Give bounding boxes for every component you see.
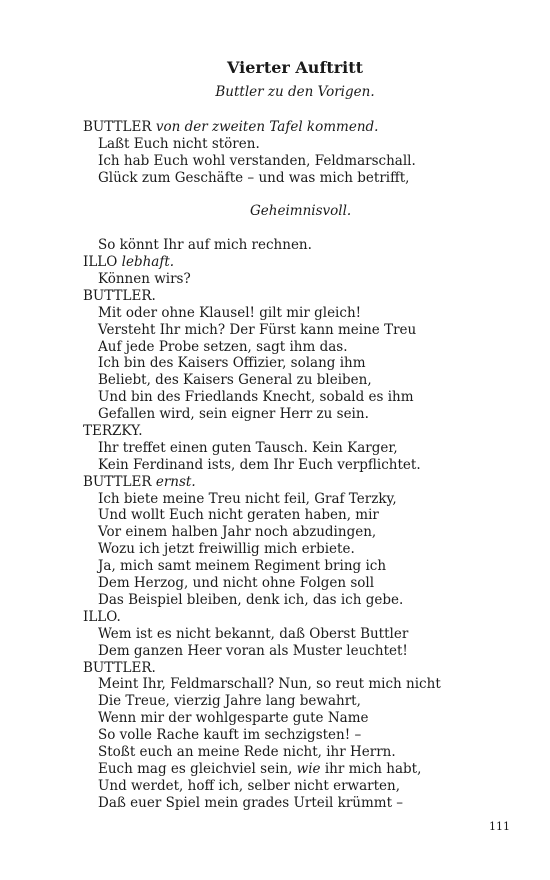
verse-line: So volle Rache kauft im sechzigsten! –: [98, 727, 362, 744]
verse-line: Gefallen wird, sein eigner Herr zu sein.: [98, 406, 369, 423]
verse-line: Beliebt, des Kaisers General zu bleiben,: [98, 372, 372, 389]
speaker-name: BUTTLER.: [83, 287, 156, 304]
verse-line: Und bin des Friedlands Knecht, sobald es ihm: [98, 389, 414, 406]
verse-line: Ja, mich samt meinem Regiment bring ich: [98, 558, 387, 575]
verse-line: [83, 761, 523, 778]
verse-line: Auf jede Probe setzen, sagt ihm das.: [98, 338, 348, 355]
speaker-name: ILLO.: [83, 608, 121, 625]
verse-line: Ihr treffet einen guten Tausch. Kein Karger,: [98, 439, 398, 456]
verse-line: Mit oder ohne Klausel! gilt mir gleich!: [98, 304, 362, 321]
speaker-line: [83, 474, 523, 491]
verse-line: Und wollt Euch nicht geraten haben, mir: [98, 507, 379, 524]
speaker-name: BUTTLER: [83, 473, 152, 490]
verse-line: Meint Ihr, Feldmarschall? Nun, so reut mich nicht: [98, 676, 441, 693]
verse-line: Das Beispiel bleiben, denk ich, das ich gebe.: [98, 591, 404, 608]
speaker-name: BUTTLER.: [83, 659, 156, 676]
verse-line: Dem Herzog, und nicht ohne Folgen soll: [98, 575, 375, 592]
verse-line: Wem ist es nicht bekannt, daß Oberst Buttler: [98, 625, 409, 642]
speaker-name: ILLO: [83, 254, 118, 271]
verse-line: Glück zum Geschäfte – und was mich betrifft,: [98, 169, 410, 186]
verse-line: Kein Ferdinand ists, dem Ihr Euch verpflichtet.: [98, 456, 421, 473]
verse-line: Die Treue, vierzig Jahre lang bewahrt,: [98, 693, 361, 710]
verse-line: Versteht Ihr mich? Der Fürst kann meine Treu: [98, 321, 417, 338]
verse-line: Laßt Euch nicht stören.: [98, 135, 260, 152]
verse-line: Ich hab Euch wohl verstanden, Feldmarschall.: [98, 152, 416, 169]
speaker-name: BUTTLER: [83, 119, 152, 135]
play-text: [83, 119, 523, 812]
verse-line: Wozu ich jetzt freiwillig mich erbiete.: [98, 541, 355, 558]
verse-text: Euch mag es gleichviel sein,: [98, 760, 293, 777]
stage-direction: von der zweiten Tafel kommend.: [155, 119, 379, 135]
verse-line: Stoßt euch an meine Rede nicht, ihr Herrn.: [98, 743, 396, 760]
verse-line: Ich biete meine Treu nicht feil, Graf Terzky,: [98, 490, 397, 507]
verse-line: Können wirs?: [98, 271, 191, 288]
stage-direction: lebhaft.: [121, 254, 175, 271]
verse-line: Dem ganzen Heer voran als Muster leuchtet!: [98, 642, 408, 659]
verse-line: Und werdet, hoff ich, selber nicht erwarten,: [98, 777, 400, 794]
stage-direction: ernst.: [155, 473, 196, 490]
speaker-line: [83, 254, 523, 271]
verse-line: Daß euer Spiel mein grades Urteil krümmt –: [98, 794, 404, 811]
scene-subtitle: Buttler zu den Vorigen.: [215, 84, 375, 100]
emphasis-text: wie: [296, 760, 321, 777]
page-number: 111: [489, 820, 510, 833]
verse-line: So könnt Ihr auf mich rechnen.: [98, 237, 312, 254]
scene-title: Vierter Auftritt: [227, 58, 363, 77]
speaker-name: TERZKY.: [83, 423, 143, 440]
verse-line: Wenn mir der wohlgesparte gute Name: [98, 710, 369, 727]
verse-line: Ich bin des Kaisers Offizier, solang ihm: [98, 355, 366, 372]
speaker-line: [83, 119, 523, 136]
verse-line: Vor einem halben Jahr noch abzudingen,: [98, 524, 377, 541]
stage-direction: Geheimnisvoll.: [250, 203, 352, 220]
verse-text: ihr mich habt,: [324, 760, 422, 777]
